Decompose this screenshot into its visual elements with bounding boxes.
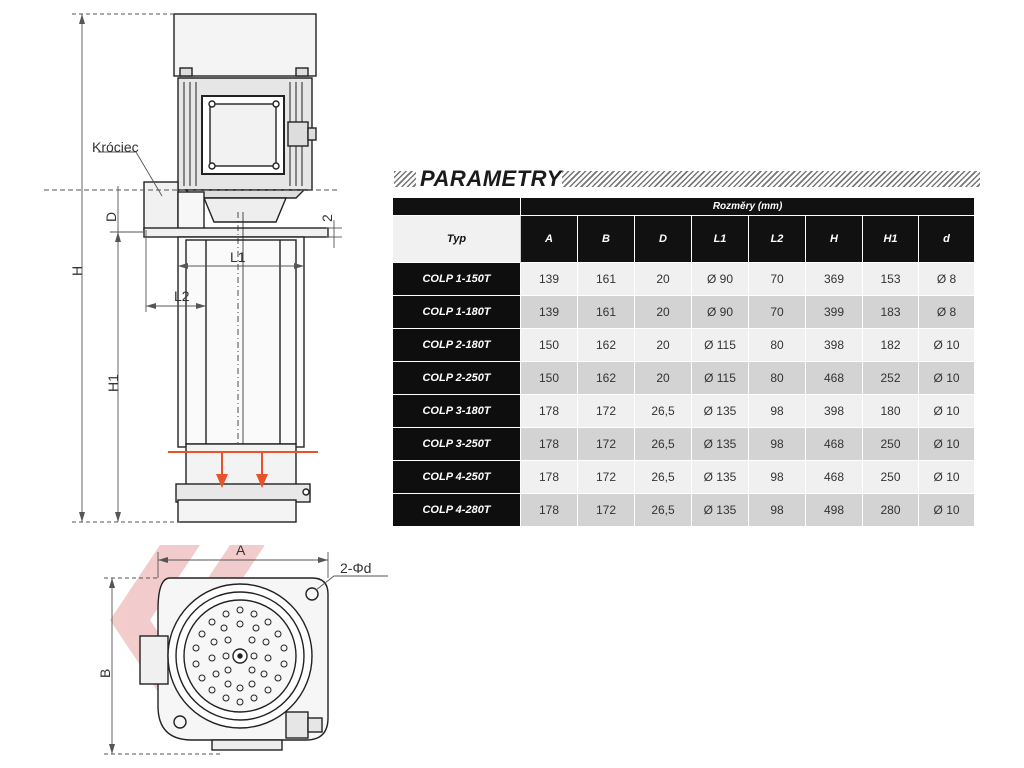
parameters-heading [394,166,980,192]
table-row [393,263,975,296]
value-cell-b: 172 [578,395,635,428]
value-cell-d: Ø 8 [919,296,975,329]
value-cell-h1: 280 [863,494,919,527]
label-holes: 2-Φd [340,560,372,576]
value-cell-b: 161 [578,263,635,296]
pump-column [178,237,304,447]
table-row [393,461,975,494]
value-cell-a: 178 [521,428,578,461]
column-header-h: H [806,216,863,263]
cable-gland-bottom [286,712,308,738]
table-row [393,329,975,362]
value-cell-d: 26,5 [635,395,692,428]
model-type-cell: COLP 4-280T [393,494,521,527]
motor-housing [174,14,316,76]
value-cell-l2: 80 [749,362,806,395]
value-cell-h1: 250 [863,428,919,461]
value-cell-l2: 98 [749,461,806,494]
cable-gland [288,122,308,146]
value-cell-h1: 250 [863,461,919,494]
value-cell-l2: 70 [749,296,806,329]
value-cell-l2: 80 [749,329,806,362]
mounting-plate [144,228,328,237]
label-L2: L2 [174,288,190,304]
value-cell-d: Ø 10 [919,395,975,428]
value-cell-a: 139 [521,263,578,296]
value-cell-d: Ø 10 [919,428,975,461]
value-cell-d: 26,5 [635,494,692,527]
value-cell-l2: 98 [749,494,806,527]
value-cell-a: 150 [521,329,578,362]
value-cell-h1: 252 [863,362,919,395]
value-cell-b: 162 [578,329,635,362]
value-cell-l1: Ø 135 [692,461,749,494]
value-cell-d: 26,5 [635,428,692,461]
model-type-cell: COLP 2-180T [393,329,521,362]
column-header-d: D [635,216,692,263]
value-cell-d: 20 [635,296,692,329]
model-type-cell: COLP 3-180T [393,395,521,428]
value-cell-a: 139 [521,296,578,329]
label-D: D [103,211,119,222]
label-L1: L1 [230,249,246,265]
value-cell-d: Ø 10 [919,362,975,395]
label-A: A [236,542,246,558]
value-cell-h1: 153 [863,263,919,296]
value-cell-d: 20 [635,263,692,296]
model-type-cell: COLP 4-250T [393,461,521,494]
column-header-l1: L1 [692,216,749,263]
column-header-l2: L2 [749,216,806,263]
value-cell-l1: Ø 135 [692,428,749,461]
model-type-cell: COLP 3-250T [393,428,521,461]
value-cell-d: 20 [635,362,692,395]
heading-hatch-left [394,171,416,187]
parameters-title: PARAMETRY [420,166,562,191]
value-cell-l1: Ø 115 [692,362,749,395]
value-cell-b: 161 [578,296,635,329]
group-header-blank [393,198,521,216]
column-header-b: B [578,216,635,263]
value-cell-d: Ø 10 [919,329,975,362]
heading-hatch-right [562,171,980,187]
parameters-table-body [393,263,975,527]
value-cell-l1: Ø 135 [692,494,749,527]
value-cell-d: Ø 10 [919,461,975,494]
pump-bottom-view [140,578,328,750]
value-cell-h: 468 [806,362,863,395]
value-cell-l1: Ø 90 [692,296,749,329]
value-cell-d: Ø 10 [919,494,975,527]
value-cell-b: 172 [578,461,635,494]
table-row [393,395,975,428]
value-cell-h: 468 [806,461,863,494]
outlet-nozzle [144,182,178,230]
label-krociec: Króciec [92,139,139,155]
pump-base [176,484,310,502]
value-cell-a: 178 [521,395,578,428]
pump-technical-drawing [0,0,390,768]
value-cell-h: 398 [806,395,863,428]
model-type-cell: COLP 1-180T [393,296,521,329]
label-B: B [97,668,113,678]
value-cell-l1: Ø 90 [692,263,749,296]
value-cell-h1: 180 [863,395,919,428]
pump-side-view [144,14,328,522]
type-column-header: Typ [393,216,521,263]
model-type-cell: COLP 2-250T [393,362,521,395]
table-row [393,494,975,527]
value-cell-d: 20 [635,329,692,362]
label-2: 2 [319,214,335,222]
value-cell-h: 498 [806,494,863,527]
value-cell-d: 26,5 [635,461,692,494]
value-cell-h1: 182 [863,329,919,362]
value-cell-a: 150 [521,362,578,395]
column-header-d: d [919,216,975,263]
value-cell-b: 172 [578,428,635,461]
table-row [393,362,975,395]
value-cell-b: 172 [578,494,635,527]
value-cell-h: 399 [806,296,863,329]
table-row [393,428,975,461]
model-type-cell: COLP 1-150T [393,263,521,296]
value-cell-h1: 183 [863,296,919,329]
value-cell-a: 178 [521,461,578,494]
label-H: H [69,265,85,276]
dimensions-group-header: Rozměry (mm) [521,198,975,216]
parameters-table [393,198,975,527]
table-row [393,296,975,329]
value-cell-h: 468 [806,428,863,461]
value-cell-h: 398 [806,329,863,362]
value-cell-h: 369 [806,263,863,296]
column-header-h1: H1 [863,216,919,263]
value-cell-l2: 98 [749,428,806,461]
value-cell-l1: Ø 135 [692,395,749,428]
value-cell-l1: Ø 115 [692,329,749,362]
value-cell-a: 178 [521,494,578,527]
column-header-a: A [521,216,578,263]
value-cell-d: Ø 8 [919,263,975,296]
value-cell-b: 162 [578,362,635,395]
value-cell-l2: 70 [749,263,806,296]
value-cell-l2: 98 [749,395,806,428]
label-H1: H1 [105,374,121,392]
